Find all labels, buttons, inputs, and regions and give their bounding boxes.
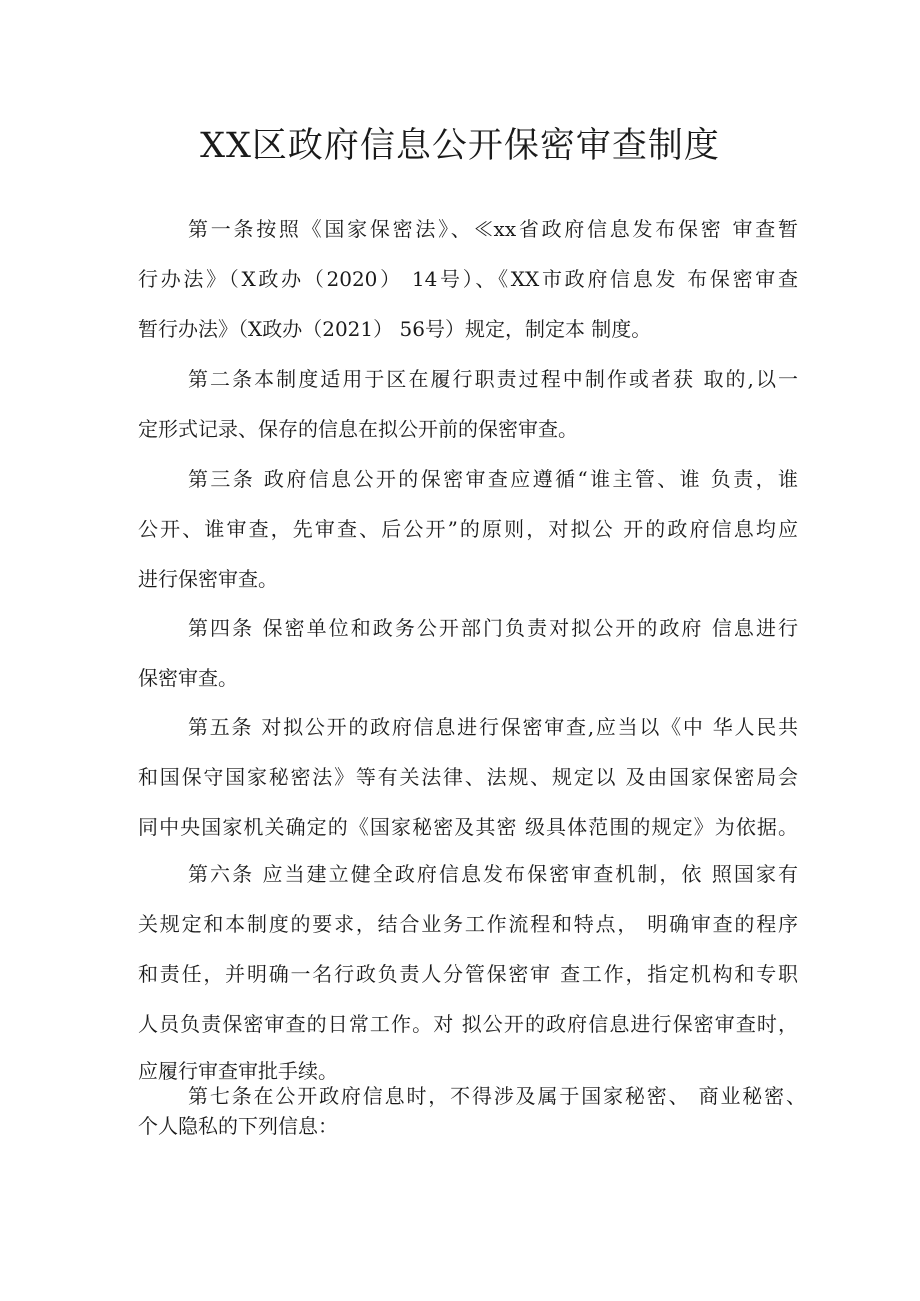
text-line: 第一条按照《国家保密法》、≪xx省政府信息发布保密 审查暂 — [188, 217, 798, 241]
text-line: 第三条 政府信息公开的保密审查应遵循“谁主管、谁 负责，谁 — [188, 467, 798, 491]
text-line: 保密审查。 — [138, 666, 238, 690]
text-line: 定形式记录、保存的信息在拟公开前的保密审查。 — [138, 417, 578, 441]
text-line: 和责任，并明确一名行政负责人分管保密审 查工作，指定机构和专职 — [138, 962, 798, 986]
text-line: 行办法》（X政办（2020） 14号）、《XX市政府信息发 布保密审查 — [138, 267, 798, 291]
text-line: 关规定和本制度的要求，结合业务工作流程和特点， 明确审查的程序 — [138, 912, 798, 936]
text-line: 第四条 保密单位和政务公开部门负责对拟公开的政府 信息进行 — [188, 616, 798, 640]
text-line: 个人隐私的下列信息： — [138, 1114, 338, 1138]
text-line: 应履行审查审批手续。 — [138, 1059, 338, 1083]
text-line: 人员负责保密审查的日常工作。对 拟公开的政府信息进行保密审查时， — [138, 1012, 798, 1036]
text-line: 暂行办法》（X政办（2021） 56号）规定，制定本 制度。 — [138, 317, 652, 341]
text-line: 第二条本制度适用于区在履行职责过程中制作或者获 取的,以一 — [188, 367, 798, 391]
text-line: 第六条 应当建立健全政府信息发布保密审查机制，依 照国家有 — [188, 862, 798, 886]
document-title: XX区政府信息公开保密审查制度 — [200, 126, 720, 166]
text-line: 第七条在公开政府信息时，不得涉及属于国家秘密、 商业秘密、 — [188, 1084, 806, 1108]
text-line: 进行保密审查。 — [138, 567, 278, 591]
text-line: 同中央国家机关确定的《国家秘密及其密 级具体范围的规定》为依据。 — [138, 815, 798, 839]
text-line: 和国保守国家秘密法》等有关法律、法规、规定以 及由国家保密局会 — [138, 765, 798, 789]
text-line: 公开、谁审查，先审查、后公开”的原则，对拟公 开的政府信息均应 — [138, 517, 798, 541]
text-line: 第五条 对拟公开的政府信息进行保密审查,应当以《中 华人民共 — [188, 715, 798, 739]
